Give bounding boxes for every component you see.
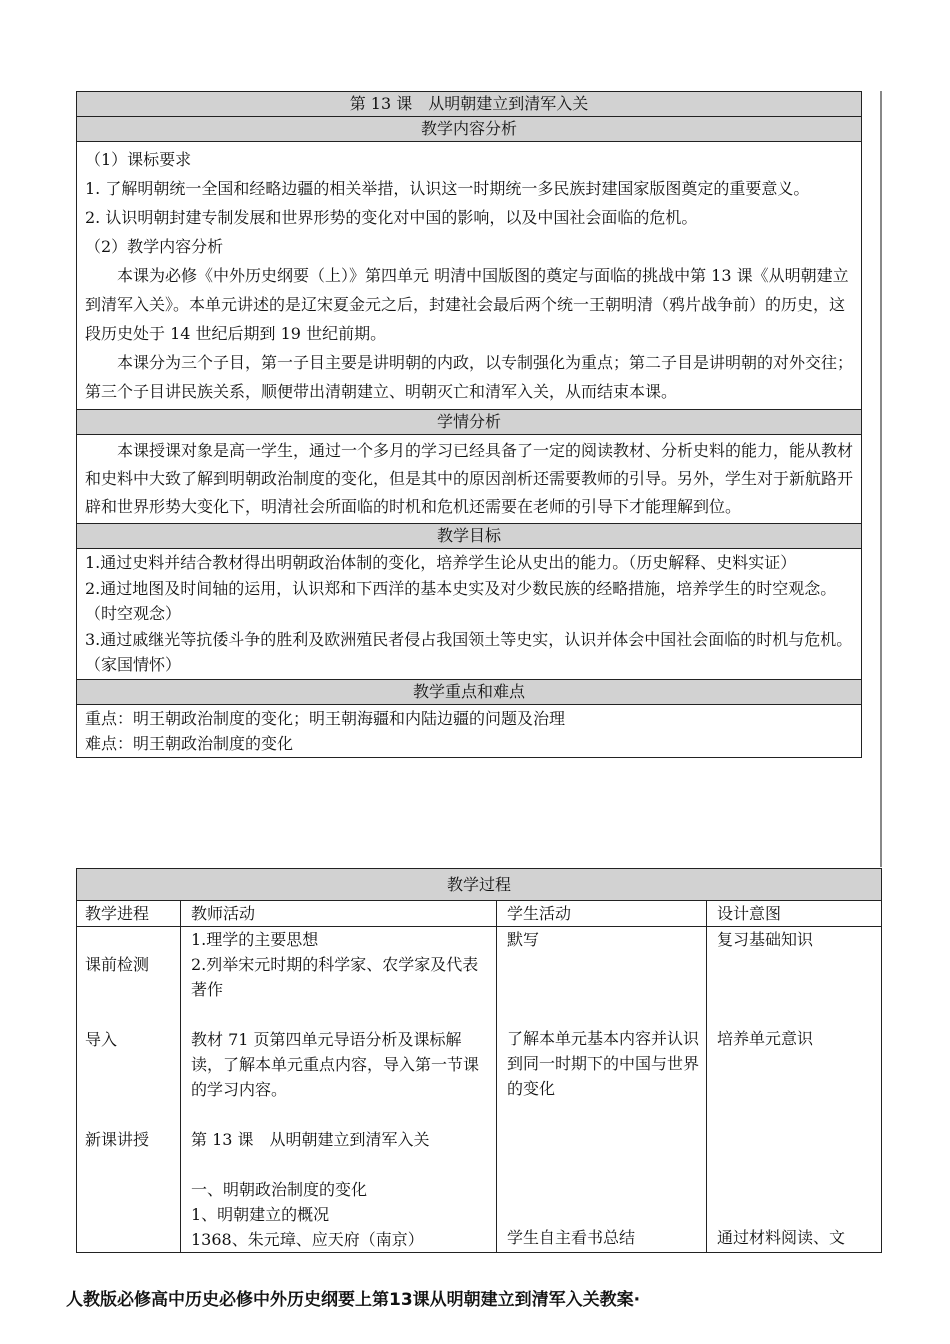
key-point-line: 难点：明王朝政治制度的变化 <box>85 733 294 753</box>
objective-line: 2.通过地图及时间轴的运用，认识郑和下西洋的基本史实及对少数民族的经略措施，培养学生的时空观念。（时空观念） <box>85 578 837 623</box>
objectives-body <box>77 549 862 680</box>
key-points-body <box>77 704 862 757</box>
content-line: 本课分为三个子目，第一子目主要是讲明朝的内政，以专制强化为重点；第二子目是讲明朝的对外交往；第三个子目讲民族关系，顺便带出清朝建立、明朝灭亡和清军入关，从而结束本课。 <box>85 353 854 401</box>
teacher-line: 第 13 课 从明朝建立到清军入关 <box>191 1130 430 1149</box>
teacher-line: 2.列举宋元时期的科学家、农学家及代表著作 <box>191 955 479 999</box>
column-header: 设计意图 <box>707 901 882 927</box>
stage-line <box>85 927 174 952</box>
design-intent: 通过材料阅读、文 <box>717 1228 846 1247</box>
content-line: 本课为必修《中外历史纲要（上）》第四单元 明清中国版图的奠定与面临的挑战中第 13 课《从明朝建立到清军入关》。本单元讲述的是辽宋夏金元之后，封建社会最后两个统一王朝明清（鸦片战争前）的历史，这段历史处于 14 世纪后期到 19 世纪前期。 <box>85 266 849 343</box>
lesson-table <box>76 91 862 758</box>
student-activity-column <box>497 927 707 1253</box>
content-line: （2）教学内容分析 <box>85 237 224 256</box>
content-line: 1. 了解明朝统一全国和经略边疆的相关举措，认识这一时期统一多民族封建国家版图奠定的重要意义。 <box>85 179 810 198</box>
column-header: 教师活动 <box>181 901 497 927</box>
teacher-line <box>191 1002 490 1027</box>
page-edge-line <box>880 91 882 867</box>
teaching-process-table <box>76 868 881 1253</box>
objective-line: 3.通过戚继光等抗倭斗争的胜利及欧洲殖民者侵占我国领土等史实，认识并体会中国社会面临的时机与危机。（家国情怀） <box>85 629 853 674</box>
content-line: （1）课标要求 <box>85 150 192 169</box>
document-footer: 人教版必修高中历史必修中外历史纲要上第13课从明朝建立到清军入关教案· <box>66 1290 641 1310</box>
process-header: 教学过程 <box>77 869 882 901</box>
teacher-line <box>191 1102 490 1127</box>
student-activity: 了解本单元基本内容并认识到同一时期下的中国与世界的变化 <box>507 1029 700 1098</box>
teacher-activity-column <box>181 927 497 1253</box>
content-analysis-body <box>77 142 862 410</box>
stage-label: 课前检测 <box>85 955 150 974</box>
stage-line <box>85 977 174 1002</box>
key-point-line: 重点：明王朝政治制度的变化；明王朝海疆和内陆边疆的问题及治理 <box>85 708 566 728</box>
teacher-line: 教材 71 页第四单元导语分析及课标解读，了解本单元重点内容，导入第一节课的学习内容。 <box>191 1030 480 1099</box>
design-intent-column <box>707 927 882 1253</box>
student-analysis-body <box>77 435 862 524</box>
teacher-line: 1.理学的主要思想 <box>191 930 319 949</box>
student-activity: 学生自主看书总结 <box>507 1228 636 1247</box>
design-intent: 复习基础知识 <box>717 930 814 949</box>
key-points-header: 教学重点和难点 <box>77 679 862 704</box>
teacher-line: 1、明朝建立的概况 <box>191 1205 330 1224</box>
column-header: 教学进程 <box>77 901 181 927</box>
teacher-line: 一、明朝政治制度的变化 <box>191 1180 368 1199</box>
student-analysis-text: 本课授课对象是高一学生，通过一个多月的学习已经具备了一定的阅读教材、分析史料的能力，能从教材和史料中大致了解到明朝政治制度的变化，但是其中的原因剖析还需要教师的引导。另外，学生对于新航路开辟和世界形势大变化下，明清社会所面临的时机和危机还需要在老师的引导下才能理解到位。 <box>85 441 854 516</box>
objective-line: 1.通过史料并结合教材得出明朝政治体制的变化，培养学生论从史出的能力。（历史解释、史料实证） <box>85 553 797 572</box>
stage-line <box>85 1002 174 1027</box>
teacher-line <box>191 1152 490 1177</box>
stage-label: 新课讲授 <box>85 1130 150 1149</box>
stage-line <box>85 1052 174 1077</box>
stage-line <box>85 1102 174 1127</box>
stage-column <box>77 927 181 1253</box>
lesson-title: 第 13 课 从明朝建立到清军入关 <box>77 92 862 117</box>
content-analysis-header: 教学内容分析 <box>77 117 862 142</box>
teacher-line: 1368、朱元璋、应天府（南京） <box>191 1230 424 1249</box>
content-line: 2. 认识明朝封建专制发展和世界形势的变化对中国的影响，以及中国社会面临的危机。 <box>85 208 698 227</box>
objectives-header: 教学目标 <box>77 524 862 549</box>
student-analysis-header: 学情分析 <box>77 410 862 435</box>
stage-line <box>85 1077 174 1102</box>
stage-label: 导入 <box>85 1030 118 1049</box>
column-header: 学生活动 <box>497 901 707 927</box>
student-activity: 默写 <box>507 930 540 949</box>
design-intent: 培养单元意识 <box>717 1029 814 1048</box>
